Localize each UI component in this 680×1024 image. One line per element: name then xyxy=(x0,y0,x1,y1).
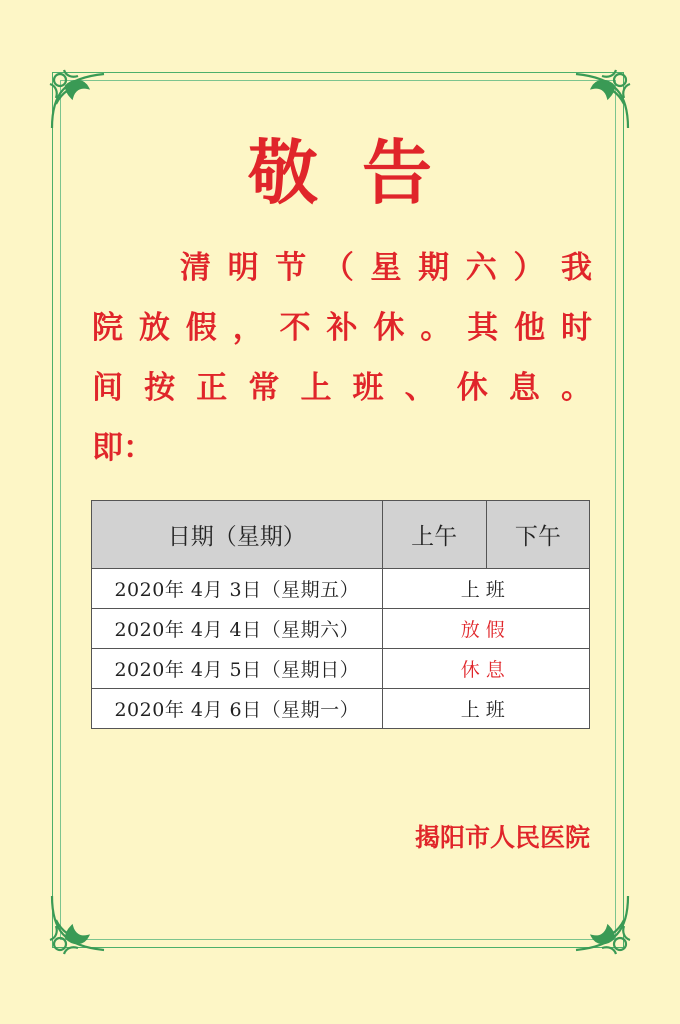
corner-ornament-icon xyxy=(44,64,116,136)
status-cell: 放假 xyxy=(382,609,589,649)
table-row xyxy=(92,689,590,729)
corner-ornament-icon xyxy=(564,888,636,960)
status-cell: 休息 xyxy=(382,649,589,689)
table-row xyxy=(92,649,590,689)
notice-body xyxy=(92,238,592,478)
notice-body-line: 即： xyxy=(92,430,154,466)
table-row xyxy=(92,569,590,609)
status-cell: 上班 xyxy=(382,689,589,729)
table-row xyxy=(92,609,590,649)
column-header-date: 日期（星期） xyxy=(92,501,383,569)
date-cell: 2020年 4月 5日（星期日） xyxy=(92,649,383,689)
hospital-signature: 揭阳市人民医院 xyxy=(414,823,590,852)
column-header-afternoon: 下午 xyxy=(486,501,589,569)
table-header-row xyxy=(92,501,590,569)
notice-title: 敬告 xyxy=(248,131,476,214)
corner-ornament-icon xyxy=(44,888,116,960)
date-cell: 2020年 4月 6日（星期一） xyxy=(92,689,383,729)
date-cell: 2020年 4月 3日（星期五） xyxy=(92,569,383,609)
date-cell: 2020年 4月 4日（星期六） xyxy=(92,609,383,649)
notice-body-line: 院放假，不补休。其他时 xyxy=(92,310,592,346)
notice-body-line: 间按正常上班、休息。 xyxy=(92,370,592,406)
notice-body-line: 清明节（星期六）我 xyxy=(180,250,592,286)
corner-ornament-icon xyxy=(564,64,636,136)
status-cell: 上班 xyxy=(382,569,589,609)
column-header-morning: 上午 xyxy=(382,501,486,569)
holiday-schedule-table xyxy=(91,500,590,729)
